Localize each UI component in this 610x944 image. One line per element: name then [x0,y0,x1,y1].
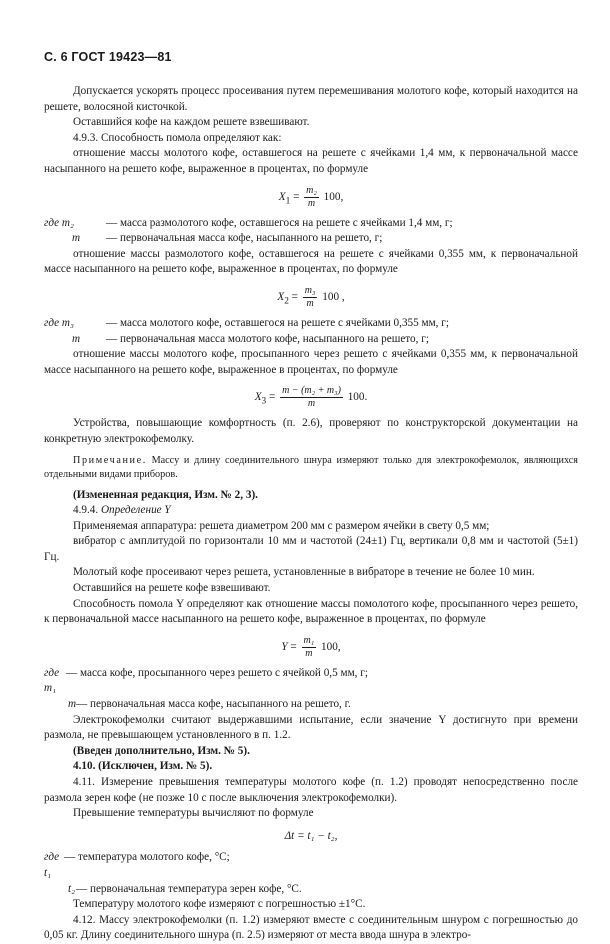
page-header: С. 6 ГОСТ 19423—81 [44,50,172,64]
edition-note: (Измененная редакция, Изм. № 2, 3). [73,488,258,501]
where-row: где m₂ — масса размолотого кофе, оставшегося на решете с ячейками 1,4 мм, г; [44,216,453,229]
paragraph: Температуру молотого кофе измеряют с погрешностью ±1°С. [73,898,366,911]
where-row: m — первоначальная масса кофе, насыпанного на решето, г. [68,698,351,711]
paragraph: Допускается ускорять процесс просеивания путем перемешивания молотого кофе, который находится на решете, волосяной кисточкой. [44,85,578,113]
note [44,454,578,482]
paragraph: Превышение температуры вычисляют по формуле [73,807,314,820]
formula-x2: $X_2$ = $\frac{\text{m₃}}{m}$ 100 , [277,284,345,309]
section-4-12: 4.12. Массу электрокофемолки (п. 1.2) измеряют вместе с соединительным шнуром с погрешностью до 0,05 кг. Длину соединительного шнура (п. 2.5) измеряют от места ввода шнура в электро- [44,913,578,942]
paragraph: Применяемая аппаратура: решета диаметром 200 мм с размером ячейки в свету 0,5 мм; [73,519,490,532]
where-row: m — первоначальная масса молотого кофе, насыпанного на решето, г; [72,332,429,345]
paragraph: отношение массы молотого кофе, оставшегося на решете с ячейками 1,4 мм, к первоначальной массе насыпанного на решето кофе, выраженное в процентах, по формуле [44,147,578,175]
paragraph: Способность помола Y определяют как отношение массы помолотого кофе, просыпанного через решето, к первоначальной массе насыпанного на решето кофе, выраженное в процентах, по формуле [44,597,578,626]
note-label: Примечание. [73,454,147,466]
paragraph: Оставшийся кофе на каждом решете взвешивают. [73,116,310,129]
paragraph: отношение массы размолотого кофе, оставшегося на решете с ячейками 0,355 мм, к первоначальной массе насыпанного на решето кофе, выраженное в процентах, по формуле [44,247,578,276]
where-row: m — первоначальная масса кофе, насыпанного на решето, г; [72,232,383,245]
formula-x3: $X_3$ = $\frac{\text{m − (m₂ + m₃)}}{m}$ 100. [254,385,368,410]
paragraph: вибратор с амплитудой по горизонтали 10 мм и частотой (24±1) Гц, вертикали 0,8 мм и частотой (5±1) Гц. [44,535,578,563]
formula-y: Y = $\frac{\text{m₁}}{m}$ 100, [281,634,341,659]
paragraph: отношение массы молотого кофе, просыпанного через решето с ячейками 0,355 мм, к первоначальной массе насыпанного на решето кофе, выраженное в процентах, по формуле [44,348,578,376]
note-text: Массу и длину соединительного шнура измеряют только для электрокофемолок, являющихся отдельными видами приборов. [44,454,578,480]
page-body [44,84,578,944]
section-4-11: 4.11. Измерение превышения температуры молотого кофе (п. 1.2) проводят непосредственно после размола зерен кофе (не позже 10 с после выключения электрокофемолки). [44,776,578,804]
formula-x1: $X_1$ = $\frac{\text{m₂}}{m}$ 100, [278,184,344,209]
paragraph: Электрокофемолки считают выдержавшими испытание, если значение Y достигнуто при времени размола, не превышающем установленного в п. 1.2. [44,713,578,742]
paragraph: Молотый кофе просеивают через решета, установленные в вибраторе в течение не более 10 мин. [73,566,535,579]
where-row: где t₁ — температура молотого кофе, °С; [44,851,230,879]
formula-delta-t: Δt = t₁ − t₂, [284,829,338,842]
where-row: где m₃ — масса молотого кофе, оставшегося на решете с ячейками 0,355 мм, г; [44,316,449,329]
paragraph: Оставшийся на решете кофе взвешивают. [73,582,271,595]
section-4-9-3: 4.9.3. Способность помола определяют как: [73,131,282,144]
where-row: t₂ — первоначальная температура зерен кофе, °С. [68,882,302,895]
section-4-10: 4.10. (Исключен, Изм. № 5). [73,760,213,773]
paragraph: Устройства, повышающие комфортность (п. 2.6), проверяют по конструкторской документации на конкретную электрокофемолку. [44,417,578,445]
section-4-9-4: 4.9.4. Определение Y [73,504,171,517]
where-row: где m₁ — масса кофе, просыпанного через решето с ячейкой 0,5 мм, г; [44,666,368,695]
edition-note: (Введен дополнительно, Изм. № 5). [73,744,250,757]
